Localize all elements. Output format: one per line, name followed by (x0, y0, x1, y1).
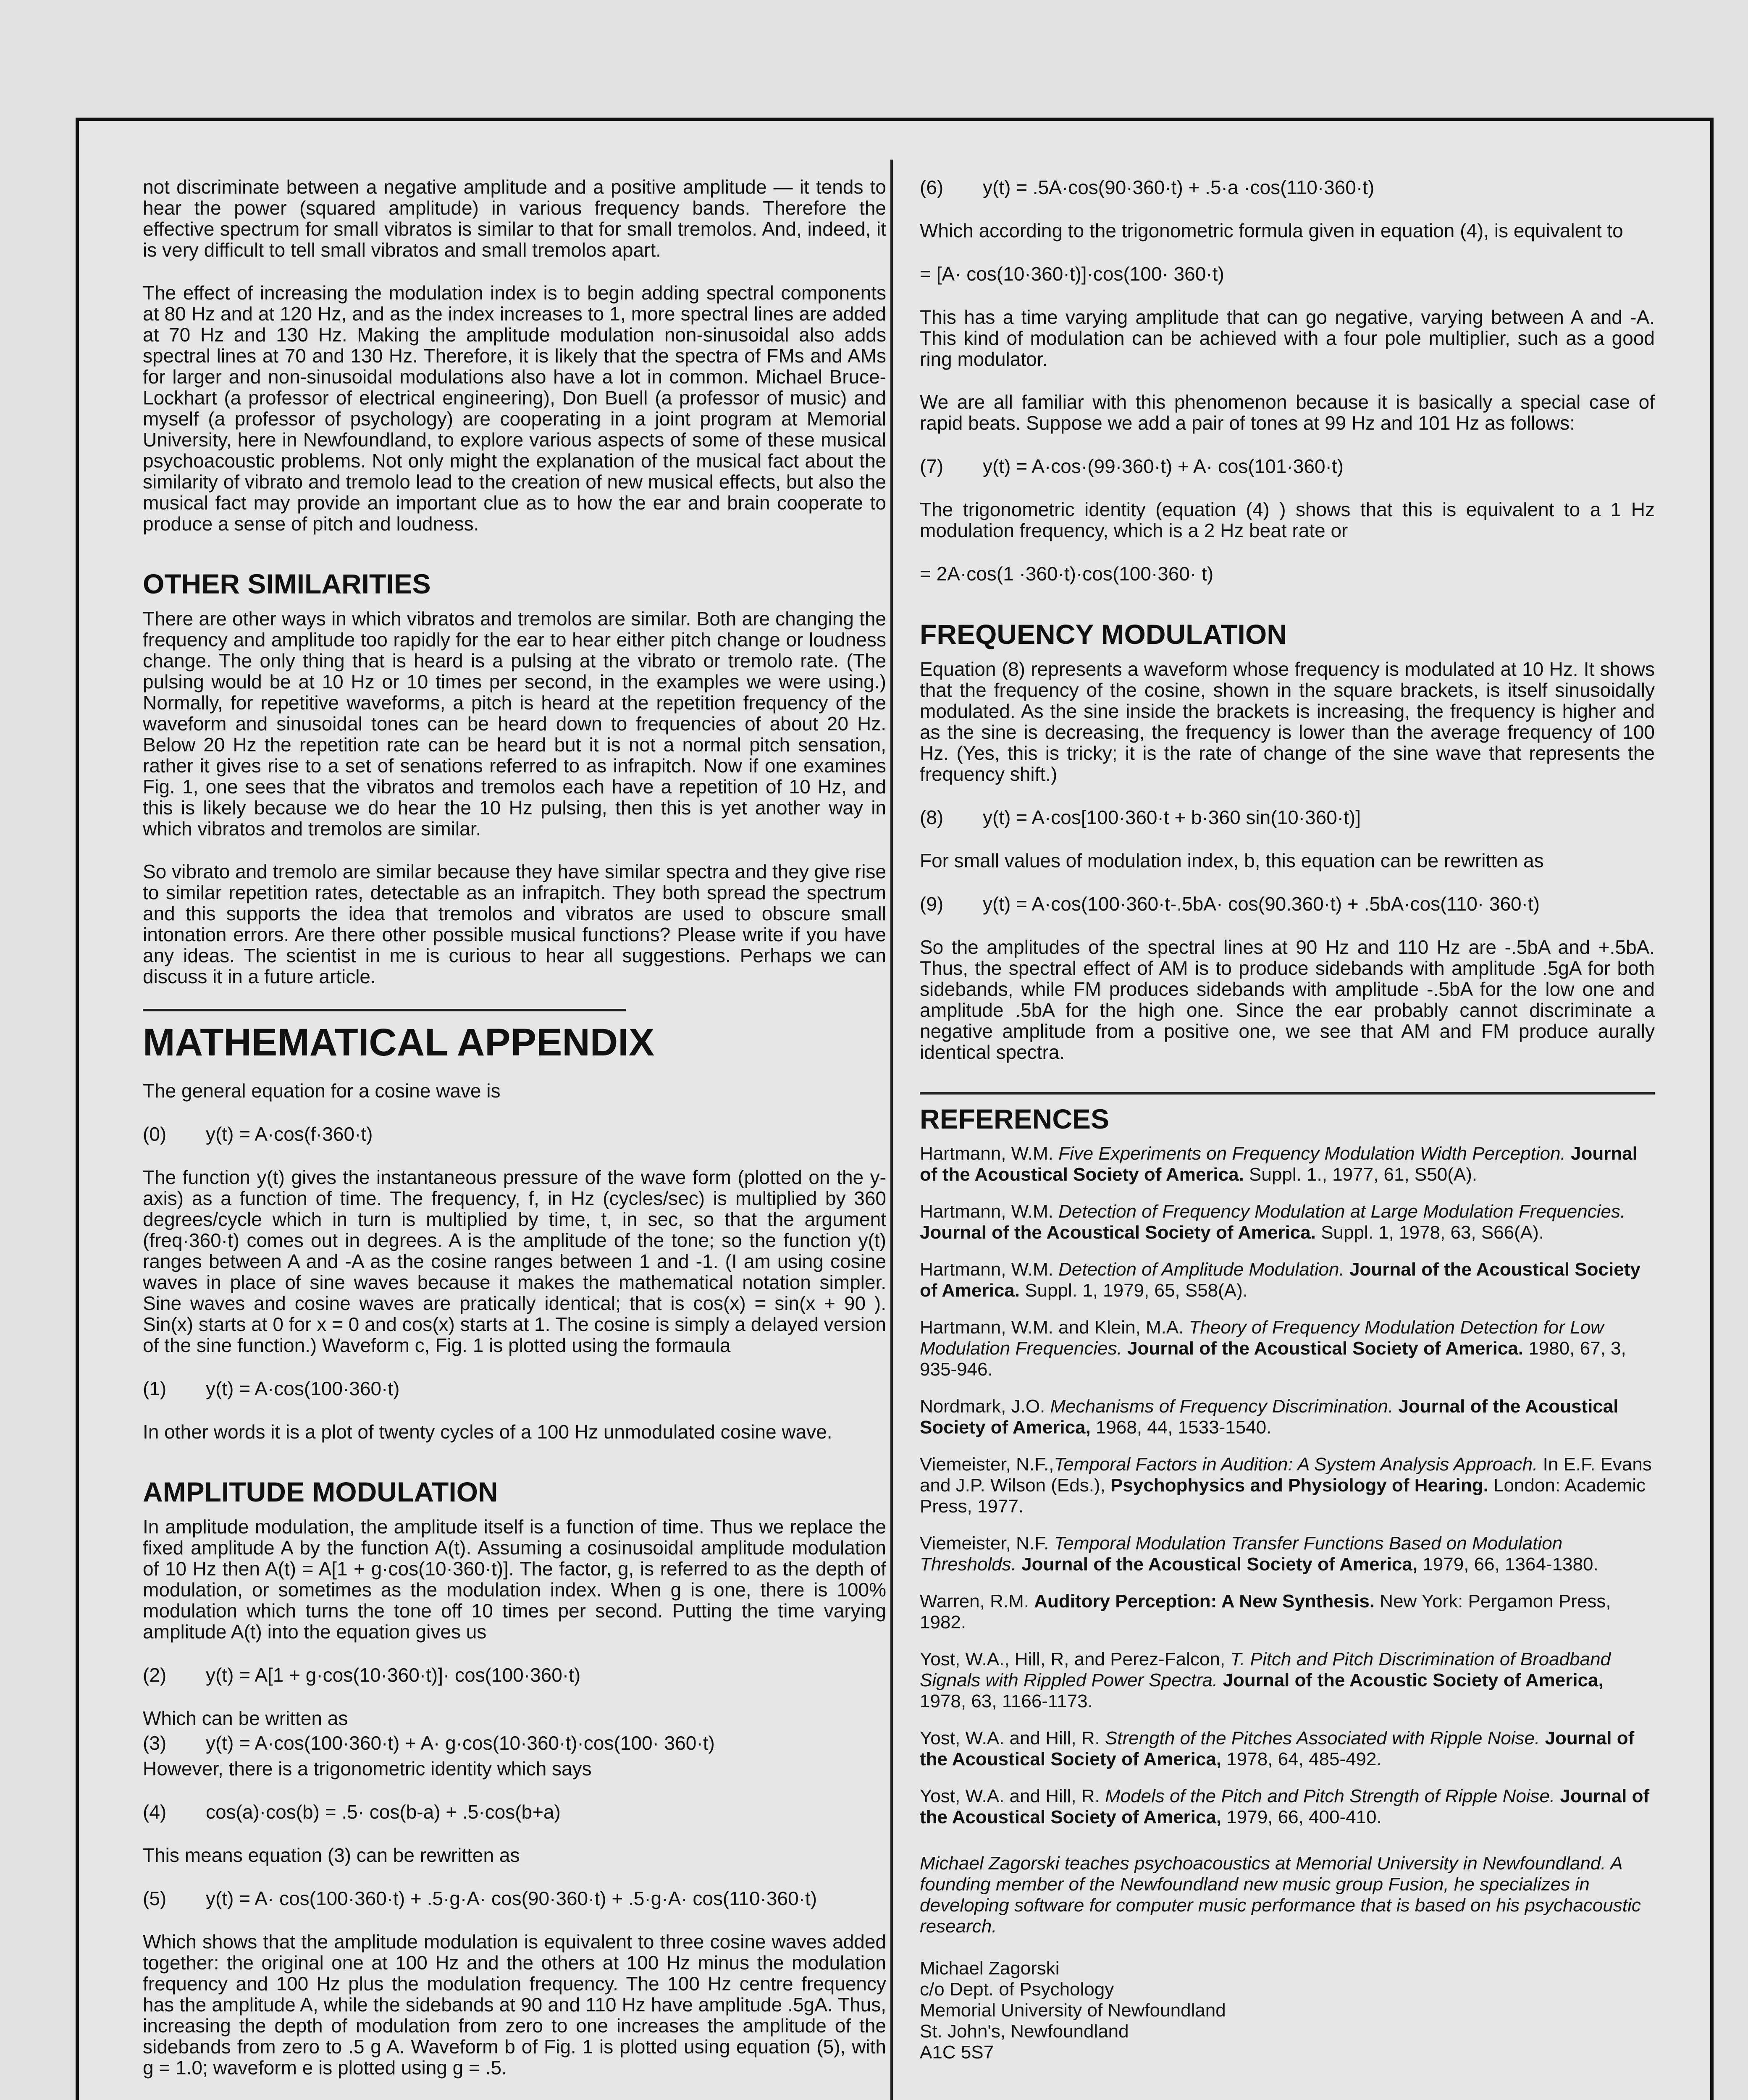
equation-number: (7) (920, 455, 944, 477)
reference-t: T. Pitch and Pitch Discrimination of Broadband Signals with Rippled Power Spectra. (920, 1649, 1611, 1690)
paragraph: not discriminate between a negative amplitude and a positive amplitude — it tends to hear the power (squared amplitude) in various frequency bands. Therefore the effective spectrum for small vibratos is similar to that for small tremolos. And, indeed, it is very difficult to tell small vibratos and small tremolos apart. (143, 176, 886, 261)
section-heading-other-similarities: OTHER SIMILARITIES (143, 568, 431, 599)
reference-a: Yost, W.A., Hill, R, and Perez-Falcon, (920, 1649, 1231, 1670)
equation (920, 455, 1655, 477)
equation-body: = [A· cos(10·360·t)]·cos(100· 360·t) (920, 263, 1224, 285)
section-heading-frequency-modulation: FREQUENCY MODULATION (920, 619, 1287, 650)
reference-j: Journal of the Acoustical Society of America, (920, 1786, 1650, 1827)
equation-body: cos(a)·cos(b) = .5· cos(b-a) + .5·cos(b+a) (206, 1801, 561, 1823)
equation-number: (0) (143, 1123, 167, 1145)
reference-item (920, 1143, 1655, 1185)
paragraph: For small values of modulation index, b, this equation can be rewritten as (920, 850, 1544, 872)
reference-r: Suppl. 1, 1979, 65, S58(A). (1020, 1280, 1248, 1301)
reference-r: 1979, 66, 1364-1380. (1417, 1554, 1598, 1575)
reference-t: Temporal Modulation Transfer Functions Based on Modulation Thresholds. (920, 1533, 1563, 1575)
reference-t: Detection of Frequency Modulation at Large Modulation Frequencies. (1058, 1201, 1626, 1222)
reference-a: Viemeister, N.F. (920, 1533, 1054, 1554)
address-line: Michael Zagorski (920, 1958, 1060, 1979)
paragraph: So vibrato and tremolo are similar because they have similar spectra and they give rise to similar repetition rates, detectable as an infrapitch. They both spread the spectrum and this supports the idea that tremolos and vibratos are used to obscure small intonation errors. Are there other possible musical functions? Please write if you have any ideas. The scientist in me is curious to hear all suggestions. Perhaps we can discuss it in a future article. (143, 861, 886, 987)
equation (143, 1378, 886, 1399)
equation-body: y(t) = A·cos(100·360·t) (206, 1378, 400, 1399)
right-column (920, 176, 1655, 2063)
paragraph: The general equation for a cosine wave is (143, 1080, 501, 1102)
reference-j2: Psychophysics and Physiology of Hearing. (1110, 1475, 1488, 1496)
reference-a: Hartmann, W.M. (920, 1143, 1059, 1164)
reference-a: Viemeister, N.F., (920, 1454, 1054, 1475)
paragraph: In other words it is a plot of twenty cycles of a 100 Hz unmodulated cosine wave. (143, 1421, 832, 1443)
section-heading-references: REFERENCES (920, 1103, 1110, 1134)
reference-j: Journal of the Acoustical Society of America, (1016, 1554, 1418, 1575)
reference-t: Temporal Factors in Audition: A System Analysis Approach. (1054, 1454, 1538, 1475)
equation (920, 563, 1655, 585)
reference-j: Journal of the Acoustical Society of America. (920, 1143, 1638, 1185)
reference-r: 1980, 67, 3, 935-946. (920, 1338, 1626, 1380)
reference-t: Theory of Frequency Modulation Detection for Low Modulation Frequencies. (920, 1317, 1604, 1359)
reference-a: Hartmann, W.M. (920, 1259, 1059, 1280)
equation (143, 1801, 886, 1823)
equation (920, 893, 1655, 915)
reference-item (920, 1396, 1655, 1438)
equation (920, 806, 1655, 828)
equation (143, 1887, 886, 1909)
reference-r: 1978, 64, 485-492. (1221, 1749, 1382, 1769)
section-heading-mathematical-appendix: MATHEMATICAL APPENDIX (143, 1021, 655, 1064)
paragraph: The effect of increasing the modulation index is to begin adding spectral components at 80 Hz and at 120 Hz, and as the index increases to 1, more spectral lines are added at 70 Hz and 130 Hz. Making the amplitude modulation non-sinusoidal also adds spectral lines at 70 and 130 Hz. Therefore, it is likely that the spectra of FMs and AMs for larger and non-sinusoidal modulations also have a lot in common. Michael Bruce-Lockhart (a professor of electrical engineering), Don Buell (a professor of music) and myself (a professor of psychology) are cooperating in a joint program at Memorial University, here in Newfoundland, to explore various aspects of some of these musical psychoacoustic problems. Not only might the explanation of the musical fact about the similarity of vibrato and tremolo lead to the creation of new musical effects, but also the musical fact may provide an important clue as to how the ear and brain cooperate to produce a sense of pitch and loudness. (143, 282, 886, 535)
reference-a: Warren, R.M. (920, 1591, 1034, 1612)
reference-r: Suppl. 1., 1977, 61, S50(A). (1244, 1164, 1478, 1185)
author-address (920, 1958, 1655, 2063)
reference-item (920, 1649, 1655, 1712)
paragraph: Equation (8) represents a waveform whose frequency is modulated at 10 Hz. It shows that the frequency of the cosine, shown in the square brackets, is itself sinusoidally modulated. As the sine inside the brackets is increasing, the frequency is higher and as the sine is decreasing, the frequency is lower than the average frequency of 100 Hz. (Yes, this is tricky; it is the rate of change of the sine wave that represents the frequency shift.) (920, 658, 1655, 785)
equation-body: y(t) = .5A·cos(90·360·t) + .5·a ·cos(110·360·t) (983, 176, 1375, 198)
reference-a: Hartmann, W.M. and Klein, M.A. (920, 1317, 1189, 1338)
reference-item (920, 1533, 1655, 1575)
paragraph: Which can be written as (143, 1707, 348, 1729)
reference-item (920, 1201, 1655, 1243)
reference-item (920, 1317, 1655, 1380)
paragraph: So the amplitudes of the spectral lines at 90 Hz and 110 Hz are -.5bA and +.5bA. Thus, the spectral effect of AM is to produce sidebands with amplitude .5gA for both sidebands, while FM produces sidebands with amplitude -.5bA for the low one and amplitude .5bA for the high one. Since the ear probably cannot discriminate a negative amplitude from a positive one, we see that AM and FM produce aurally identical spectra. (920, 936, 1655, 1063)
reference-item (920, 1786, 1655, 1828)
equation-body: y(t) = A[1 + g·cos(10·360·t)]· cos(100·360·t) (206, 1664, 581, 1686)
reference-r: New York: Pergamon Press, 1982. (920, 1591, 1611, 1633)
paragraph: In amplitude modulation, the amplitude itself is a function of time. Thus we replace the fixed amplitude A by the function A(t). Assuming a cosinusoidal amplitude modulation of 10 Hz then A(t) = A[1 + g·cos(10·360·t)]. The factor, g, is referred to as the depth of modulation, or sometimes as the modulation index. When g is one, there is 100% modulation which turns the tone off 10 times per second. Putting the time varying amplitude A(t) into the equation gives us (143, 1516, 886, 1643)
column-divider (890, 160, 893, 2100)
address-line: St. John's, Newfoundland (920, 2021, 1129, 2042)
paragraph: This means equation (3) can be rewritten as (143, 1844, 520, 1866)
reference-j: Journal of the Acoustical Society of America, (920, 1728, 1635, 1769)
equation (143, 1123, 886, 1145)
reference-a: Hartmann, W.M. (920, 1201, 1059, 1222)
equation-number: (5) (143, 1887, 167, 1909)
reference-r: 1979, 66, 400-410. (1221, 1807, 1382, 1827)
equation-body: y(t) = A·cos·(99·360·t) + A· cos(101·360·t) (983, 455, 1344, 477)
equation-number: (3) (143, 1732, 167, 1754)
equation-body: y(t) = A·cos[100·360·t + b·360 sin(10·360·t)] (983, 806, 1361, 828)
equation-body: y(t) = A·cos(f·360·t) (206, 1123, 373, 1145)
equation (143, 1732, 886, 1754)
equation (920, 263, 1655, 285)
equation-number: (9) (920, 893, 944, 915)
equation-number: (2) (143, 1664, 167, 1686)
reference-t: Strength of the Pitches Associated with Ripple Noise. (1105, 1728, 1540, 1748)
address-line: Memorial University of Newfoundland (920, 2000, 1226, 2021)
equation-body: y(t) = A· cos(100·360·t) + .5·g·A· cos(90·360·t) + .5·g·A· cos(110·360·t) (206, 1887, 817, 1909)
reference-j: Auditory Perception: A New Synthesis. (1034, 1591, 1375, 1612)
paragraph: The trigonometric identity (equation (4) ) shows that this is equivalent to a 1 Hz modulation frequency, which is a 2 Hz beat rate or (920, 499, 1655, 541)
paragraph: This has a time varying amplitude that can go negative, varying between A and -A. This kind of modulation can be achieved with a four pole multiplier, such as a good ring modulator. (920, 306, 1655, 370)
reference-a: Yost, W.A. and Hill, R. (920, 1728, 1105, 1748)
reference-t: Models of the Pitch and Pitch Strength of Ripple Noise. (1105, 1786, 1555, 1806)
paragraph: Which according to the trigonometric formula given in equation (4), is equivalent to (920, 220, 1623, 242)
reference-t: Five Experiments on Frequency Modulation Width Perception. (1058, 1143, 1566, 1164)
equation (143, 1664, 886, 1686)
reference-r: 1968, 44, 1533-1540. (1090, 1417, 1272, 1438)
reference-j: Journal of the Acoustical Society of America, (920, 1396, 1619, 1438)
section-rule (920, 1092, 1655, 1095)
reference-j: Journal of the Acoustic Society of America, (1218, 1670, 1604, 1690)
reference-j: Journal of the Acoustical Society of America. (1122, 1338, 1524, 1359)
section-rule (143, 1009, 626, 1011)
reference-item (920, 1728, 1655, 1770)
paragraph: Which shows that the amplitude modulation is equivalent to three cosine waves added together: the original one at 100 Hz and the others at 100 Hz minus the modulation frequency and 100 Hz plus the modulation frequency. The 100 Hz centre frequency has the amplitude A, while the sidebands at 90 and 110 Hz have amplitude .5gA. Thus, increasing the depth of modulation from zero to one increases the amplitude of the sidebands from zero to .5 g A. Waveform b of Fig. 1 is plotted using equation (5), with g = 1.0; waveform e is plotted using g = .5. (143, 1931, 886, 2079)
equation-number: (8) (920, 806, 944, 828)
left-column (143, 176, 886, 2100)
equation-number: (6) (920, 176, 944, 198)
reference-a: Yost, W.A. and Hill, R. (920, 1786, 1105, 1806)
reference-t: Mechanisms of Frequency Discrimination. (1050, 1396, 1394, 1417)
reference-r: Suppl. 1, 1978, 63, S66(A). (1315, 1222, 1544, 1243)
author-bio: Michael Zagorski teaches psychoacoustics at Memorial University in Newfoundland. A founding member of the Newfoundland new music group Fusion, he specializes in developing software for computer music performance that is based on his psychacoustic research. (920, 1853, 1641, 1937)
paragraph: There are other ways in which vibratos and tremolos are similar. Both are changing the frequency and amplitude too rapidly for the ear to hear either pitch change or loudness change. The only thing that is heard is a pulsing at the vibrato or tremolo rate. (The pulsing would be at 10 Hz or 10 times per second, in the examples we were using.) Normally, for repetitive waveforms, a pitch is heard at the repetition frequency of the waveform and sinusoidal tones can be heard down to frequencies of about 20 Hz. Below 20 Hz the repetition rate can be heard but it is not a normal pitch sensation, rather it gives rise to a set of senations referred to as infrapitch. Now if one examines Fig. 1, one sees that the vibratos and tremolos each have a repetition of 10 Hz, and this is likely because we do hear the 10 Hz pulsing, then this is yet another way in which vibratos and tremolos are similar. (143, 608, 886, 840)
paragraph: However, there is a trigonometric identity which says (143, 1758, 592, 1780)
reference-list (920, 1143, 1655, 1828)
reference-r2: London: Academic Press, 1977. (920, 1475, 1646, 1517)
reference-t: Detection of Amplitude Modulation. (1058, 1259, 1344, 1280)
reference-r: 1978, 63, 1166-1173. (920, 1691, 1093, 1712)
paragraph: We are all familiar with this phenomenon because it is basically a special case of rapid beats. Suppose we add a pair of tones at 99 Hz and 101 Hz as follows: (920, 391, 1655, 434)
reference-item (920, 1454, 1655, 1517)
equation-body: y(t) = A·cos(100·360·t) + A· g·cos(10·360·t)·cos(100· 360·t) (206, 1732, 715, 1754)
address-line: c/o Dept. of Psychology (920, 1979, 1114, 2000)
equation-body: = 2A·cos(1 ·360·t)·cos(100·360· t) (920, 563, 1214, 585)
reference-j: Journal of the Acoustical Society of America. (920, 1259, 1640, 1301)
equation-number: (1) (143, 1378, 167, 1399)
reference-j: Journal of the Acoustical Society of America. (920, 1222, 1316, 1243)
reference-item (920, 1591, 1655, 1633)
reference-r: In E.F. Evans and J.P. Wilson (Eds.), (920, 1454, 1652, 1496)
equation (920, 176, 1655, 198)
reference-item (920, 1259, 1655, 1301)
paragraph: The function y(t) gives the instantaneous pressure of the wave form (plotted on the y-axis) as a function of time. The frequency, f, in Hz (cycles/sec) is multiplied by 360 degrees/cycle which in turn is multiplied by time, t, in sec, so that the argument (freq·360·t) comes out in degrees. A is the amplitude of the tone; so the function y(t) ranges between A and -A as the cosine ranges between 1 and -1. (I am using cosine waves in place of sine waves because it makes the mathematical notation simpler. Sine waves and cosine waves are pratically identical; that is cos(x) = sin(x + 90 ). Sin(x) starts at 0 for x = 0 and cos(x) starts at 1. The cosine is simply a delayed version of the sine function.) Waveform c, Fig. 1 is plotted using the formaula (143, 1166, 886, 1356)
section-heading-amplitude-modulation: AMPLITUDE MODULATION (143, 1476, 498, 1507)
equation-number: (4) (143, 1801, 167, 1823)
address-line: A1C 5S7 (920, 2042, 994, 2063)
equation-body: y(t) = A·cos(100·360·t-.5bA· cos(90.360·t) + .5bA·cos(110· 360·t) (983, 893, 1540, 915)
reference-a: Nordmark, J.O. (920, 1396, 1050, 1417)
